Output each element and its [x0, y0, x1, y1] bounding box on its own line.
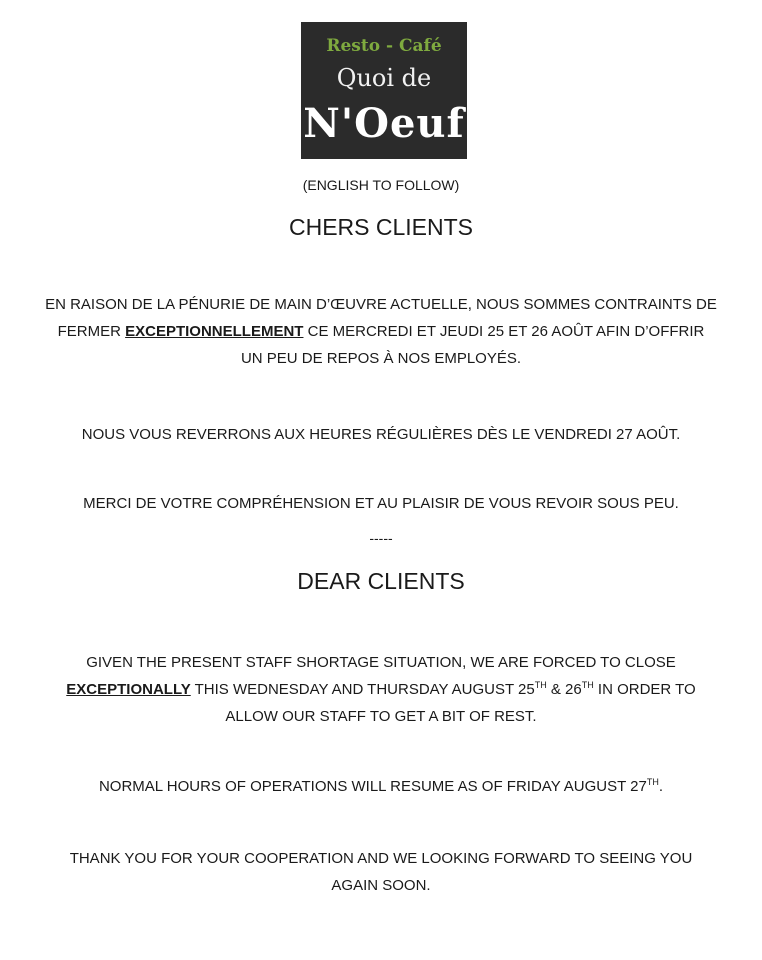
- logo-name-line2: N'Oeuf: [303, 100, 465, 147]
- english-paragraph-thanks: [0, 845, 762, 899]
- english-p3-line1: THANK YOU FOR YOUR COOPERATION AND WE LOOKING FORWARD TO SEEING YOU: [69, 850, 693, 867]
- english-heading: DEAR CLIENTS: [297, 568, 465, 594]
- english-p1-line3: ALLOW OUR STAFF TO GET A BIT OF REST.: [225, 708, 537, 725]
- english-paragraph-closure: [0, 649, 762, 730]
- logo-name-line1: Quoi de: [336, 64, 432, 92]
- french-emphasis: EXCEPTIONNELLEMENT: [125, 323, 304, 340]
- logo-tagline: Resto - Café: [326, 36, 442, 56]
- english-p3-line2: AGAIN SOON.: [331, 877, 431, 894]
- french-p1-line3: UN PEU DE REPOS À NOS EMPLOYÉS.: [240, 350, 522, 367]
- english-paragraph-reopening: NORMAL HOURS OF OPERATIONS WILL RESUME AS OF FRIDAY AUGUST 27TH.: [98, 777, 664, 795]
- english-p1-line1: GIVEN THE PRESENT STAFF SHORTAGE SITUATION, WE ARE FORCED TO CLOSE: [86, 654, 676, 671]
- french-p1-line2: FERMER EXCEPTIONNELLEMENT CE MERCREDI ET JEUDI 25 ET 26 AOÛT AFIN D’OFFRIR: [57, 323, 705, 340]
- english-follow-note: (ENGLISH TO FOLLOW): [302, 177, 460, 193]
- language-separator: -----: [369, 530, 393, 546]
- restaurant-logo: [301, 22, 467, 159]
- french-paragraph-reopening: NOUS VOUS REVERRONS AUX HEURES RÉGULIÈRES DÈS LE VENDREDI 27 AOÛT.: [81, 426, 681, 443]
- english-emphasis: EXCEPTIONALLY: [66, 681, 191, 698]
- french-p1-line1: EN RAISON DE LA PÉNURIE DE MAIN D’ŒUVRE ACTUELLE, NOUS SOMMES CONTRAINTS DE: [45, 296, 717, 313]
- english-p1-line2: EXCEPTIONALLY THIS WEDNESDAY AND THURSDAY AUGUST 25TH & 26TH IN ORDER TO: [66, 680, 696, 698]
- french-paragraph-thanks: MERCI DE VOTRE COMPRÉHENSION ET AU PLAISIR DE VOUS REVOIR SOUS PEU.: [83, 495, 679, 512]
- french-paragraph-closure: [0, 291, 762, 372]
- french-heading: CHERS CLIENTS: [288, 214, 474, 240]
